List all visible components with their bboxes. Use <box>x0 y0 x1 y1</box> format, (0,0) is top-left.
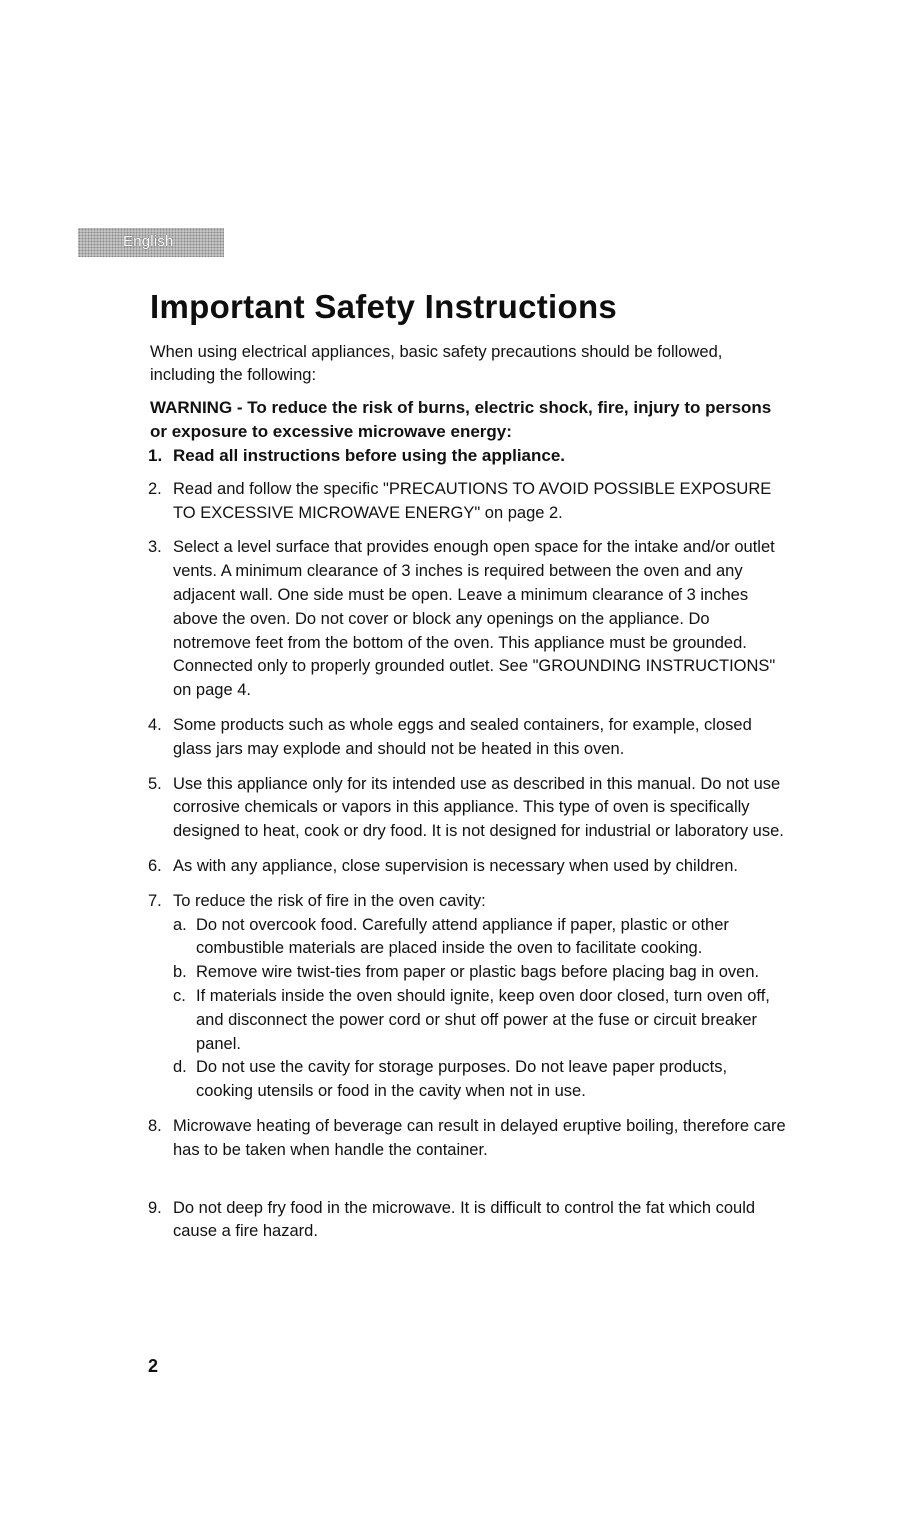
item-number: 4. <box>148 715 162 734</box>
item-text: As with any appliance, close supervision is necessary when used by children. <box>173 856 738 875</box>
intro-paragraph: When using electrical appliances, basic safety precautions should be followed, including the following: <box>150 343 723 384</box>
item-number: 7. <box>148 891 162 910</box>
item-number: 8. <box>148 1116 162 1135</box>
list-item <box>148 536 788 703</box>
item-number: 6. <box>148 856 162 875</box>
list-item <box>148 444 788 468</box>
sub-item-text: Remove wire twist-ties from paper or plastic bags before placing bag in oven. <box>196 963 760 982</box>
list-item <box>148 773 788 844</box>
item-text: Read all instructions before using the appliance. <box>173 446 566 465</box>
sub-item-letter: a. <box>173 915 187 934</box>
item-number: 2. <box>148 479 162 498</box>
sub-item-letter: d. <box>173 1058 187 1077</box>
item-text: Do not deep fry food in the microwave. It is difficult to control the fat which could cause a fire hazard. <box>173 1198 756 1241</box>
list-item <box>148 890 788 914</box>
item-text: Some products such as whole eggs and sealed containers, for example, closed glass jars may explode and should not be heated in this oven. <box>173 715 752 758</box>
item-text: To reduce the risk of fire in the oven cavity: <box>173 891 486 910</box>
item-number: 3. <box>148 538 162 557</box>
sub-item <box>173 961 788 985</box>
item-text: Use this appliance only for its intended use as described in this manual. Do not use corrosive chemicals or vapors in this appliance. This type of oven is specifically designed to heat, cook or dry food. It is not designed for industrial or laboratory use. <box>173 774 784 841</box>
warning-paragraph: WARNING - To reduce the risk of burns, electric shock, fire, injury to persons or exposure to excessive microwave energy: <box>150 398 772 441</box>
language-tab <box>78 228 224 257</box>
sub-item <box>173 914 788 962</box>
page-number: 2 <box>148 1356 159 1376</box>
sub-item-text: If materials inside the oven should ignite, keep oven door closed, turn oven off, and disconnect the power cord or shut off power at the fuse or circuit breaker panel. <box>196 986 770 1053</box>
page-title: Important Safety Instructions <box>150 288 618 325</box>
sub-item-text: Do not use the cavity for storage purposes. Do not leave paper products, cooking utensils or food in the cavity when not in use. <box>196 1058 728 1101</box>
item-text: Microwave heating of beverage can result in delayed eruptive boiling, therefore care has to be taken when handle the container. <box>173 1116 786 1159</box>
sub-item <box>173 985 788 1056</box>
list-item <box>148 478 788 526</box>
item-number: 5. <box>148 774 162 793</box>
sub-item-letter: c. <box>173 986 186 1005</box>
item-text: Select a level surface that provides enough open space for the intake and/or outlet vents. A minimum clearance of 3 inches is required between the oven and any adjacent wall. One side must be open. Leave a minimum clearance of 3 inches above the oven. Do not cover or block any openings on the appliance. Do notremove feet from the bottom of the oven. This appliance must be grounded. Connected only to properly grounded outlet. See "GROUNDING INSTRUCTIONS" on page 4. <box>173 538 776 700</box>
instruction-list <box>148 444 788 1244</box>
list-item <box>148 714 788 762</box>
item-number: 9. <box>148 1198 162 1217</box>
item-number: 1. <box>148 446 163 465</box>
sub-item <box>173 1056 788 1104</box>
list-item <box>148 1115 788 1163</box>
sub-item-text: Do not overcook food. Carefully attend appliance if paper, plastic or other combustible materials are placed inside the oven to facilitate cooking. <box>196 915 729 958</box>
list-item <box>148 1197 788 1245</box>
item-text: Read and follow the specific "PRECAUTIONS TO AVOID POSSIBLE EXPOSURE TO EXCESSIVE MICROWAVE ENERGY" on page 2. <box>173 479 772 522</box>
list-item <box>148 855 788 879</box>
sub-item-letter: b. <box>173 963 187 982</box>
language-label: English <box>123 233 174 250</box>
